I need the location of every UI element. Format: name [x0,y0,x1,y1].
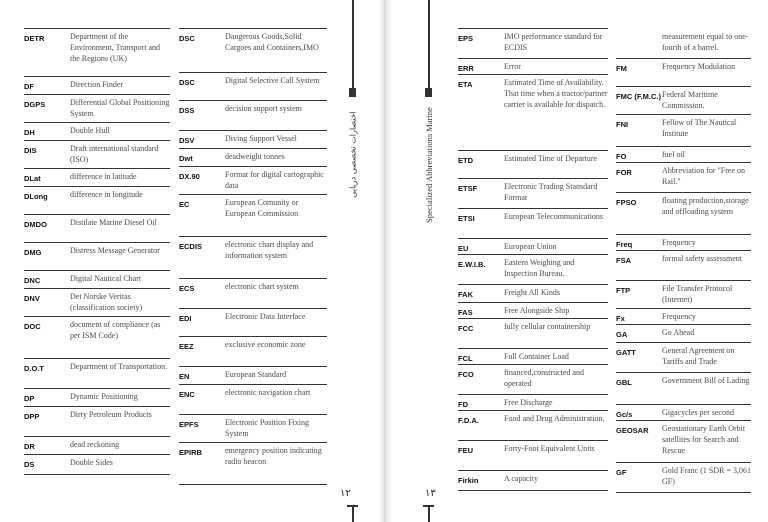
entry-definition: Dangerous Goods,Solid Cargoes and Containers,IMO [225,32,319,52]
entry-definition: Geostationary Earth Orbit satellites for Search and Rescue [662,424,746,455]
entry-definition: formal safety assessment [662,254,742,263]
entry-definition: Electronic Data Interface [225,312,306,321]
entry-definition: deadweight tonnes [225,152,285,161]
entry-abbreviation: E.W.I.B. [458,260,486,269]
glossary-entry [179,414,327,442]
entry-abbreviation: DX.90 [179,172,200,181]
entry-abbreviation: ECDIS [179,242,202,251]
entry-abbreviation: ERR [458,64,474,73]
entry-abbreviation: Firkin [458,476,479,485]
right-col1 [458,28,608,491]
entry-definition: Gigacycles per second [662,408,734,417]
entry-definition: dead reckoning [70,440,120,449]
glossary-entry [458,74,608,150]
entry-definition: Frequency Modulation [662,62,736,71]
entry-abbreviation: Fx [616,314,625,323]
entry-abbreviation: FPSO [616,198,637,207]
entry-definition: European Telecommunications [504,212,604,221]
entry-definition: Distress Message Generator [70,246,160,255]
entry-abbreviation: EN [179,372,190,381]
left-col2 [179,28,327,485]
entry-definition: fully cellular containership [504,322,591,331]
left-col1 [24,28,170,475]
entry-abbreviation: Freq [616,240,633,249]
entry-abbreviation: GATT [616,348,636,357]
entry-abbreviation: FSA [616,256,631,265]
column-bottom-rule [616,492,751,493]
glossary-entry [24,214,170,242]
entry-definition: fuel oil [662,150,685,159]
entry-definition: difference in longitude [70,190,143,199]
entry-definition: Dirty Petroleum Products [70,410,152,419]
entry-abbreviation: FOR [616,168,632,177]
entry-definition: Distilate Marine Diesel Oil [70,218,157,227]
entry-abbreviation: DETR [24,34,45,43]
glossary-entry [24,122,170,140]
glossary-entry [616,86,751,114]
entry-abbreviation: FCL [458,354,473,363]
glossary-entry [616,420,751,462]
glossary-entry [24,388,170,406]
entry-definition: Gold Franc (1 SDR = 3,061 GF) [662,466,751,486]
entry-abbreviation: DH [24,128,35,137]
glossary-entry [458,238,608,254]
entry-abbreviation: EPS [458,34,474,43]
entry-abbreviation: FM [616,64,627,73]
glossary-entry [24,436,170,454]
spine-cap-left [347,505,358,507]
glossary-entry [616,28,751,58]
entry-abbreviation: FEU [458,446,473,455]
glossary-entry [24,76,170,94]
entry-abbreviation: FMC (F.M.C.) [616,92,661,101]
entry-abbreviation: DGPS [24,100,46,109]
glossary-entry [458,440,608,470]
glossary-entry [179,148,327,166]
glossary-entry [179,308,327,336]
glossary-entry [616,146,751,162]
right-page [384,0,768,522]
entry-definition: emergency position indicating radio beacon [225,446,322,466]
entry-abbreviation: F.D.A. [458,416,479,425]
glossary-entry [179,336,327,366]
entry-definition: Electronic Trading Stansdard Format [504,182,598,202]
glossary-entry [458,150,608,178]
entry-definition: difference in latitude [70,172,137,181]
entry-abbreviation: FCO [458,370,474,379]
glossary-entry [179,384,327,414]
entry-abbreviation: ETA [458,80,473,89]
entry-definition: Det Norske Veritas (classification society) [70,292,143,312]
entry-definition: Frequency [662,312,696,321]
entry-definition: electronic chart display and information system [225,240,314,260]
entry-definition: Differential Global Positioning System [70,98,170,118]
entry-abbreviation: DSC [179,34,195,43]
entry-definition: document of compliance (as per ISM Code) [70,320,161,340]
entry-abbreviation: DMDO [24,220,47,229]
entry-abbreviation: ECS [179,284,195,293]
entry-definition: File Transfer Protocol (Internet) [662,284,733,304]
glossary-entry [616,404,751,420]
glossary-entry [458,178,608,208]
glossary-entry [24,288,170,316]
glossary-entry [24,454,170,474]
entry-definition: Free Discharge [504,398,553,407]
glossary-entry [179,442,327,484]
entry-abbreviation: DOC [24,322,41,331]
entry-abbreviation: FCC [458,324,474,333]
entry-definition: Freight All Kinds [504,288,561,297]
glossary-entry [179,100,327,130]
running-header-left: اختصارات تخصصی دریایی [348,111,358,198]
glossary-entry [616,114,751,146]
spine-box-left [349,88,356,97]
spine-line-top-right [428,0,430,90]
entry-abbreviation: ETSI [458,214,475,223]
glossary-entry [179,236,327,278]
entry-abbreviation: DMG [24,248,42,257]
entry-abbreviation: DF [24,82,34,91]
spine-cap-right [423,505,434,507]
entry-definition: measurement equal to one-fourth of a barrel. [662,32,749,52]
entry-definition: Direction Finder [70,80,124,89]
glossary-entry [458,318,608,348]
glossary-entry [179,194,327,236]
entry-definition: Abbreviation for "Free on Rail." [662,166,746,186]
entry-definition: electronic navigation chart [225,388,311,397]
entry-definition: Forty-Foot Equivalent Units [504,444,595,453]
entry-abbreviation: GEOSAR [616,426,649,435]
glossary-entry [458,28,608,58]
glossary-entry [616,342,751,372]
entry-definition: exclusive economic zone [225,340,306,349]
entry-abbreviation: FAK [458,290,473,299]
entry-abbreviation: DLat [24,174,41,183]
entry-definition: Electronic Position Fixing System [225,418,309,438]
entry-definition: Department of Transportation. [70,362,168,371]
glossary-entry [458,364,608,394]
entry-definition: Diving Support Vessel [225,134,297,143]
entry-definition: A capacity [504,474,538,483]
entry-definition: Food and Drug Administration. [504,414,605,423]
entry-definition: IMO performance standard for ECDIS [504,32,603,52]
glossary-entry [24,140,170,168]
entry-definition: Eastern Weighing and Inspection Bureau. [504,258,575,278]
entry-definition: Double Sides [70,458,113,467]
column-bottom-rule [24,474,170,475]
glossary-entry [616,308,751,324]
entry-abbreviation: DIS [24,146,37,155]
entry-definition: Go Ahead [662,328,695,337]
entry-definition: Full Container Load [504,352,569,361]
glossary-entry [24,168,170,186]
glossary-entry [616,280,751,308]
entry-definition: financed,constructed and operated [504,368,584,388]
entry-definition: Estimated Time of Departure [504,154,598,163]
entry-abbreviation: DNV [24,294,40,303]
entry-abbreviation: EPIRB [179,448,202,457]
entry-abbreviation: FNI [616,120,629,129]
entry-abbreviation: DSC [179,78,195,87]
entry-definition: Frequency [662,238,696,247]
entry-definition: Dynamic Positioning [70,392,138,401]
entry-abbreviation: DSS [179,106,195,115]
page-number-left: ۱۲ [340,488,351,499]
entry-definition: Error [504,62,521,71]
column-bottom-rule [458,490,608,491]
entry-abbreviation: EC [179,200,190,209]
entry-definition: European Standard [225,370,287,379]
glossary-entry [616,324,751,342]
entry-definition: Digital Selective Call System [225,76,320,85]
entry-abbreviation: GA [616,330,628,339]
entry-abbreviation: FTP [616,286,631,295]
glossary-entry [179,166,327,194]
glossary-entry [616,372,751,404]
glossary-entry [458,394,608,410]
glossary-entry [24,28,170,76]
column-bottom-rule [179,484,327,485]
entry-abbreviation: EEZ [179,342,194,351]
glossary-entry [179,28,327,72]
glossary-entry [616,162,751,192]
glossary-entry [458,348,608,364]
spine-line-bottom-right [428,505,430,522]
entry-abbreviation: ETD [458,156,473,165]
entry-abbreviation: FAS [458,308,473,317]
entry-definition: electronic chart system [225,282,299,291]
entry-abbreviation: EDI [179,314,192,323]
glossary-entry [616,462,751,492]
entry-definition: Format for digital cartographic data [225,170,324,190]
glossary-entry [458,254,608,284]
glossary-entry [179,278,327,308]
entry-definition: Fellow of The Nautical Institute [662,118,737,138]
spine-line-bottom-left [352,505,354,522]
glossary-entry [24,242,170,270]
entry-abbreviation: DSV [179,136,195,145]
entry-abbreviation [616,31,662,57]
glossary-entry [616,192,751,234]
glossary-entry [458,410,608,440]
glossary-entry [24,270,170,288]
entry-definition: floating production,storage and offloading system [662,196,749,216]
entry-definition: European Union [504,242,557,251]
glossary-entry [179,72,327,100]
glossary-entry [24,186,170,214]
entry-abbreviation: ENC [179,390,195,399]
entry-definition: decision support system [225,104,302,113]
glossary-entry [179,130,327,148]
entry-definition: Digital Nautical Chart [70,274,142,283]
entry-abbreviation: Gc/s [616,410,633,419]
glossary-entry [458,302,608,318]
glossary-entry [458,470,608,490]
entry-abbreviation: GBL [616,378,632,387]
entry-definition: Government Bill of Lading [662,376,750,385]
entry-abbreviation: DNC [24,276,41,285]
entry-abbreviation: DP [24,394,35,403]
entry-abbreviation: DPP [24,412,40,421]
entry-abbreviation: DS [24,460,35,469]
entry-abbreviation: FO [616,152,627,161]
spine-line-top-left [352,0,354,90]
glossary-entry [458,284,608,302]
glossary-entry [179,366,327,384]
entry-definition: Free Alongside Ship [504,306,570,315]
entry-abbreviation: EU [458,244,469,253]
glossary-entry [24,406,170,436]
glossary-entry [24,316,170,358]
glossary-entry [458,58,608,74]
entry-abbreviation: DR [24,442,35,451]
right-col2 [616,28,751,493]
entry-definition: Draft international standard (ISO) [70,144,159,164]
glossary-entry [458,208,608,238]
entry-abbreviation: Dwt [179,154,193,163]
entry-abbreviation: DLong [24,192,48,201]
running-header-right: Specialized Abbreviations Marine [424,107,434,223]
entry-abbreviation: FD [458,400,468,409]
entry-abbreviation: D.O.T [24,364,44,373]
entry-abbreviation: ETSF [458,184,478,193]
glossary-entry [616,58,751,86]
entry-definition: Department of the Environment, Transport and the Regions (UK) [70,32,160,63]
entry-definition: Estimated Time of Availability. That time when a tractor/partner carrier is available for dispatch. [504,78,608,109]
glossary-entry [24,358,170,388]
glossary-entry [24,94,170,122]
entry-definition: General Agreement on Tariffs and Trade [662,346,735,366]
entry-definition: Federal Maritime Commission. [662,90,718,110]
page-number-right: ۱۳ [425,488,436,499]
glossary-entry [616,234,751,250]
entry-abbreviation: GF [616,468,627,477]
glossary-entry [616,250,751,280]
entry-abbreviation: EPFS [179,420,199,429]
entry-definition: Double Hull [70,126,110,135]
entry-definition: European Comunity or European Commission [225,198,299,218]
